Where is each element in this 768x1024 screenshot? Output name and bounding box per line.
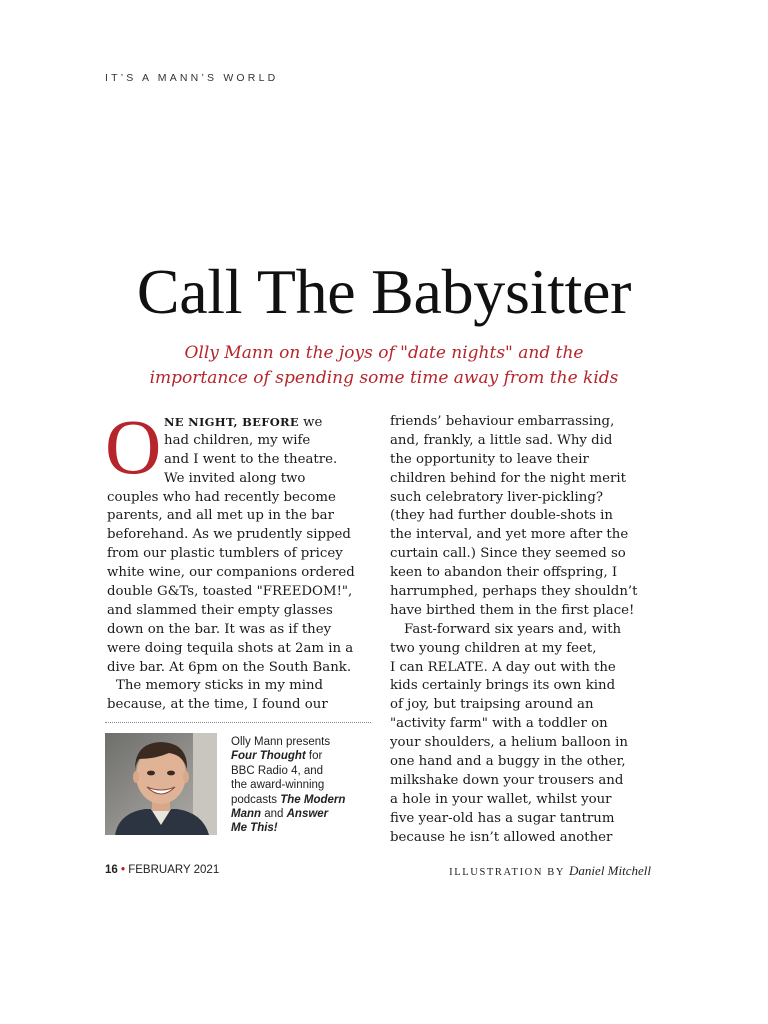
bio-line: BBC Radio 4, and bbox=[231, 764, 324, 777]
page-folio bbox=[105, 864, 219, 876]
bio-text: podcasts bbox=[231, 793, 281, 806]
body-line: had children, my wife bbox=[164, 432, 311, 448]
body-line: down on the bar. It was as if they bbox=[107, 621, 332, 637]
body-line: white wine, our companions ordered bbox=[107, 565, 355, 581]
podcast-title: Mann bbox=[231, 808, 262, 821]
folio-separator: • bbox=[121, 864, 126, 876]
bio-text: for bbox=[305, 750, 323, 763]
bio-line bbox=[231, 749, 376, 763]
credit-name: Daniel Mitchell bbox=[569, 863, 651, 878]
body-line bbox=[107, 413, 375, 432]
article-title: Call The Babysitter bbox=[136, 256, 632, 327]
body-line: two young children at my feet, bbox=[390, 640, 597, 656]
body-line: and slammed their empty glasses bbox=[107, 602, 333, 618]
body-line: curtain call.) Since they seemed so bbox=[390, 546, 626, 562]
body-line: five year-old has a sugar tantrum bbox=[390, 810, 615, 826]
body-line: double G&Ts, toasted "FREEDOM!", bbox=[107, 584, 353, 600]
divider bbox=[105, 722, 371, 723]
body-line: from our plastic tumblers of pricey bbox=[107, 546, 343, 562]
podcast-title: Answer bbox=[286, 808, 329, 821]
body-column-right bbox=[390, 413, 660, 847]
opening-smallcaps: NE NIGHT, BEFORE bbox=[164, 415, 299, 429]
body-line: kids certainly brings its own kind bbox=[390, 678, 616, 694]
body-line: dive bar. At 6pm on the South Bank. bbox=[107, 659, 352, 675]
podcast-title: Me This! bbox=[231, 822, 278, 835]
author-bio bbox=[231, 735, 376, 836]
standfirst-line: importance of spending some time away from the kids bbox=[149, 368, 619, 388]
body-line: a hole in your wallet, whilst your bbox=[390, 791, 612, 807]
body-line: because he isn’t allowed another bbox=[390, 829, 613, 845]
body-column-left bbox=[105, 403, 375, 715]
body-line: were doing tequila shots at 2am in a bbox=[107, 640, 354, 656]
bio-line bbox=[231, 821, 376, 835]
bio-line: the award-winning bbox=[231, 779, 325, 792]
article-standfirst bbox=[60, 341, 708, 391]
body-line: beforehand. As we prudently sipped bbox=[107, 527, 351, 543]
issue-date: FEBRUARY 2021 bbox=[128, 864, 220, 876]
standfirst-line: Olly Mann on the joys of "date nights" and the bbox=[184, 343, 584, 363]
body-line: because, at the time, I found our bbox=[107, 697, 328, 713]
body-line: and I went to the theatre. bbox=[164, 451, 338, 467]
bio-text: and bbox=[261, 808, 287, 821]
body-line: the interval, and yet more after the bbox=[390, 527, 629, 543]
body-line: (they had further double-shots in bbox=[390, 508, 613, 524]
body-line: such celebratory liver-pickling? bbox=[390, 489, 604, 505]
author-portrait-icon bbox=[105, 733, 217, 835]
body-line: Fast-forward six years and, with bbox=[404, 621, 622, 637]
body-line: have birthed them in the first place! bbox=[390, 602, 635, 618]
body-line: I can RELATE. A day out with the bbox=[390, 659, 616, 675]
page-number: 16 bbox=[105, 864, 118, 876]
body-line: parents, and all met up in the bar bbox=[107, 508, 334, 524]
bio-line bbox=[231, 807, 376, 821]
drop-cap: O bbox=[105, 403, 162, 490]
body-line: milkshake down your trousers and bbox=[390, 772, 624, 788]
body-line: keen to abandon their offspring, I bbox=[390, 565, 618, 581]
body-line: the opportunity to leave their bbox=[390, 451, 589, 467]
bio-line: Olly Mann presents bbox=[231, 736, 331, 748]
body-line: We invited along two bbox=[164, 470, 306, 486]
show-title: Four Thought bbox=[231, 750, 306, 763]
bio-line bbox=[231, 793, 376, 807]
podcast-title: The Modern bbox=[280, 793, 346, 806]
body-text: we bbox=[298, 415, 323, 430]
section-kicker: IT’S A MANN’S WORLD bbox=[105, 72, 279, 84]
body-line: your shoulders, a helium balloon in bbox=[390, 735, 628, 751]
body-line: The memory sticks in my mind bbox=[116, 678, 324, 694]
body-line: one hand and a buggy in the other, bbox=[390, 754, 626, 770]
body-line: of joy, but traipsing around an bbox=[390, 697, 594, 713]
body-line: and, frankly, a little sad. Why did bbox=[390, 432, 613, 448]
credit-label: ILLUSTRATION BY bbox=[449, 867, 566, 878]
body-line: harrumphed, perhaps they shouldn’t bbox=[390, 584, 638, 600]
author-photo bbox=[105, 733, 217, 835]
body-line: couples who had recently become bbox=[107, 489, 336, 505]
illustration-credit bbox=[449, 862, 651, 880]
body-line: friends’ behaviour embarrassing, bbox=[390, 414, 615, 429]
body-line: children behind for the night merit bbox=[390, 470, 626, 486]
body-line: "activity farm" with a toddler on bbox=[390, 716, 608, 732]
